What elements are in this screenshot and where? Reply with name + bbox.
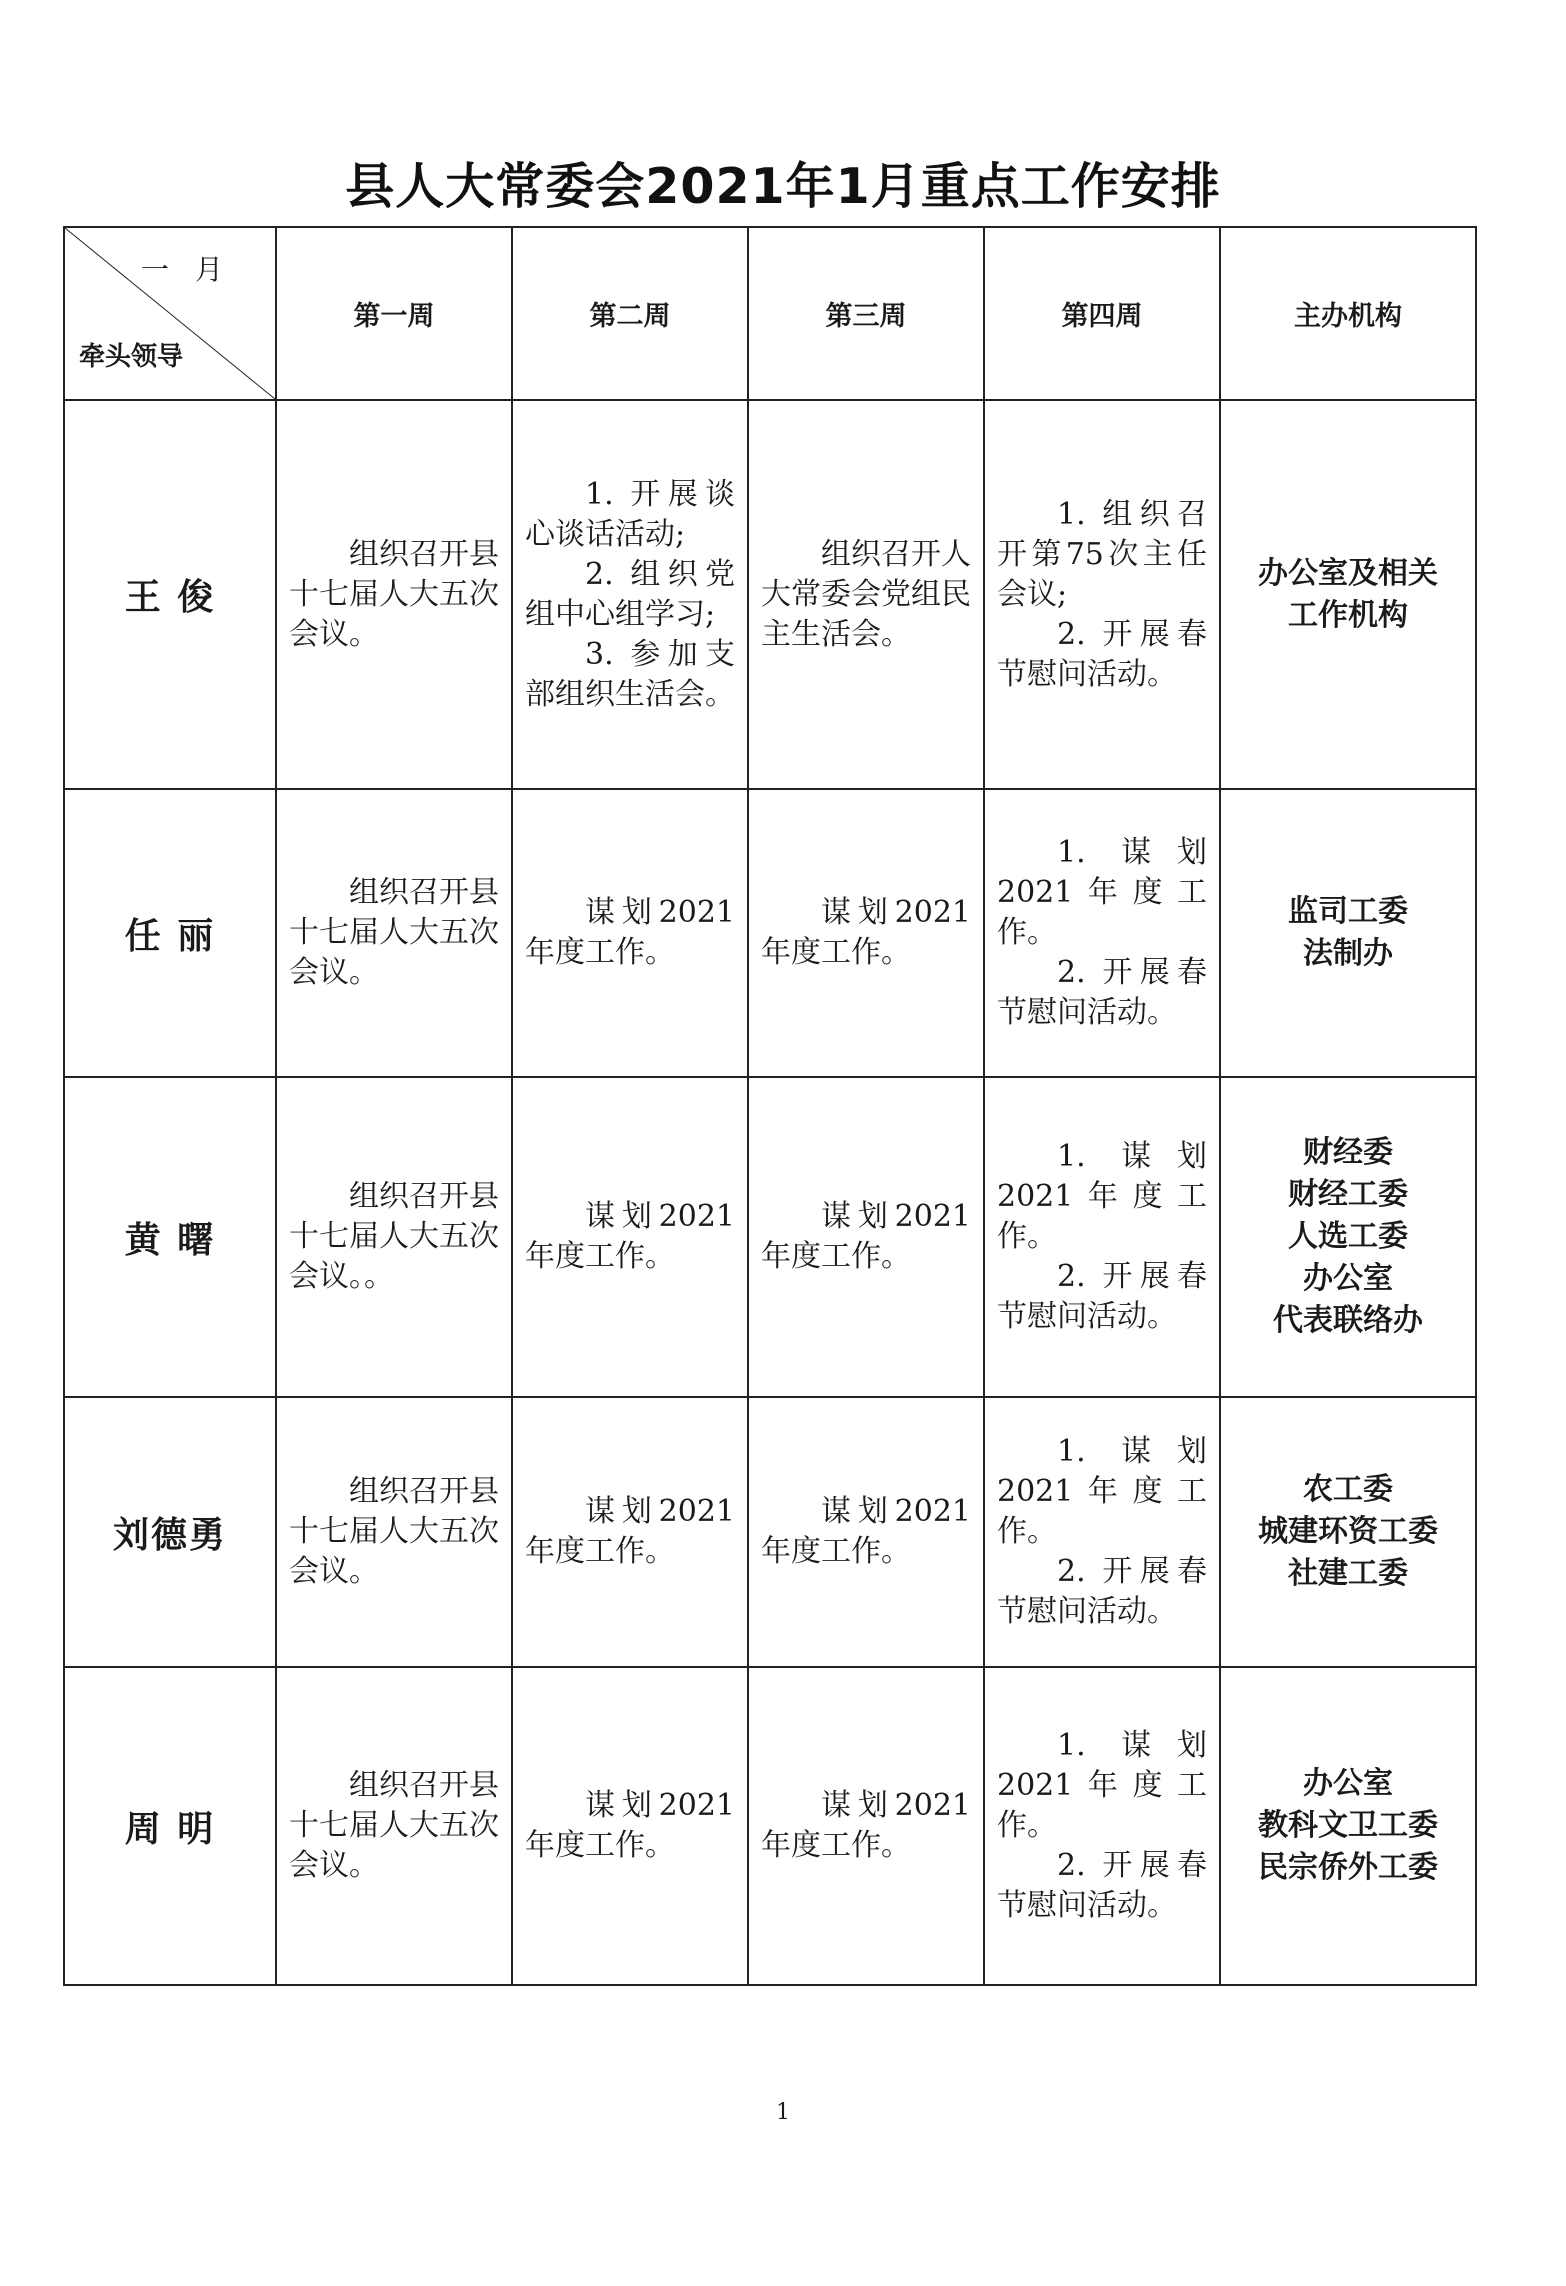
task-cell-week1 xyxy=(276,400,512,789)
organizer-cell xyxy=(1220,1397,1476,1667)
task-cell-week2 xyxy=(512,1077,748,1397)
organizer-name: 人选工委 xyxy=(1288,1219,1408,1254)
task-item: 谋划2021年度工作。 xyxy=(525,895,735,970)
organizer-name: 财经工委 xyxy=(1288,1177,1408,1212)
table-row xyxy=(64,1397,1476,1667)
organizer-cell xyxy=(1220,789,1476,1077)
leader-name: 任 丽 xyxy=(64,789,276,1077)
task-cell-week3 xyxy=(748,789,984,1077)
task-cell-week4 xyxy=(984,789,1220,1077)
corner-header-cell xyxy=(64,227,276,400)
organizer-name: 财经委 xyxy=(1303,1135,1393,1170)
organizer-name: 工作机构 xyxy=(1288,597,1408,633)
page-number: 1 xyxy=(776,2100,790,2125)
task-cell-week2 xyxy=(512,1397,748,1667)
task-cell-week4 xyxy=(984,1397,1220,1667)
task-cell-week2 xyxy=(512,1667,748,1985)
task-cell-week3 xyxy=(748,1667,984,1985)
task-item: 2. 开展春节慰问活动。 xyxy=(997,1259,1207,1334)
organizer-name: 办公室 xyxy=(1303,1261,1393,1296)
task-cell-week3 xyxy=(748,400,984,789)
task-item: 谋划2021年度工作。 xyxy=(525,1199,735,1274)
task-item: 1. 组织召开第75次主任会议; xyxy=(997,496,1207,612)
task-item: 组织召开县十七届人大五次会议。 xyxy=(289,1768,499,1883)
header-week1: 第一周 xyxy=(276,227,512,400)
task-item: 2. 开展春节慰问活动。 xyxy=(997,1848,1207,1923)
organizer-name: 民宗侨外工委 xyxy=(1258,1850,1438,1885)
task-item: 谋划2021年度工作。 xyxy=(761,1494,971,1569)
organizer-name: 农工委 xyxy=(1303,1472,1393,1507)
task-cell-week1 xyxy=(276,1077,512,1397)
task-item: 1. 谋划2021年度工作。 xyxy=(997,1434,1207,1549)
task-cell-week1 xyxy=(276,1397,512,1667)
header-org: 主办机构 xyxy=(1220,227,1476,400)
task-item: 组织召开县十七届人大五次会议。 xyxy=(289,536,499,652)
organizer-cell xyxy=(1220,1667,1476,1985)
task-item: 2. 开展春节慰问活动。 xyxy=(997,955,1207,1030)
header-week4: 第四周 xyxy=(984,227,1220,400)
task-item: 1. 谋划2021年度工作。 xyxy=(997,835,1207,950)
task-item: 2. 开展春节慰问活动。 xyxy=(997,616,1207,692)
task-cell-week2 xyxy=(512,789,748,1077)
table-row xyxy=(64,789,1476,1077)
task-item: 2. 组织党组中心组学习; xyxy=(525,556,735,632)
corner-month-label: 一月 xyxy=(140,253,249,286)
task-item: 2. 开展春节慰问活动。 xyxy=(997,1554,1207,1629)
corner-leader-label: 牵头领导 xyxy=(79,342,184,372)
task-item: 谋划2021年度工作。 xyxy=(761,1788,971,1863)
task-item: 组织召开县十七届人大五次会议。 xyxy=(289,1474,499,1589)
organizer-name: 社建工委 xyxy=(1288,1556,1408,1591)
task-cell-week1 xyxy=(276,1667,512,1985)
task-cell-week4 xyxy=(984,1667,1220,1985)
task-cell-week3 xyxy=(748,1077,984,1397)
organizer-name: 监司工委 xyxy=(1288,894,1408,929)
organizer-name: 城建环资工委 xyxy=(1258,1514,1438,1549)
leader-name: 黄 曙 xyxy=(64,1077,276,1397)
schedule-table xyxy=(63,226,1477,1986)
task-item: 谋划2021年度工作。 xyxy=(525,1494,735,1569)
task-cell-week4 xyxy=(984,400,1220,789)
task-item: 1. 谋划2021年度工作。 xyxy=(997,1139,1207,1254)
task-item: 组织召开人大常委会党组民主生活会。 xyxy=(761,536,971,652)
organizer-cell xyxy=(1220,1077,1476,1397)
task-item: 谋划2021年度工作。 xyxy=(525,1788,735,1863)
page-title: 县人大常委会2021年1月重点工作安排 xyxy=(345,158,1221,215)
task-item: 谋划2021年度工作。 xyxy=(761,1199,971,1274)
task-item: 1. 开展谈心谈话活动; xyxy=(525,476,735,552)
table-row xyxy=(64,1667,1476,1985)
task-item: 组织召开县十七届人大五次会议。 xyxy=(289,875,499,990)
task-cell-week1 xyxy=(276,789,512,1077)
leader-name: 周 明 xyxy=(64,1667,276,1985)
task-item: 3. 参加支部组织生活会。 xyxy=(525,636,735,712)
task-item: 组织召开县十七届人大五次会议。。 xyxy=(289,1179,499,1294)
header-week2: 第二周 xyxy=(512,227,748,400)
organizer-name: 办公室及相关 xyxy=(1258,555,1438,591)
task-cell-week2 xyxy=(512,400,748,789)
organizer-name: 办公室 xyxy=(1303,1766,1393,1801)
task-item: 谋划2021年度工作。 xyxy=(761,895,971,970)
table-row xyxy=(64,400,1476,789)
organizer-cell xyxy=(1220,400,1476,789)
task-item: 1. 谋划2021年度工作。 xyxy=(997,1728,1207,1843)
header-row xyxy=(64,227,1476,400)
organizer-name: 法制办 xyxy=(1303,936,1393,971)
leader-name: 王 俊 xyxy=(64,400,276,789)
table-row xyxy=(64,1077,1476,1397)
header-week3: 第三周 xyxy=(748,227,984,400)
task-cell-week4 xyxy=(984,1077,1220,1397)
organizer-name: 代表联络办 xyxy=(1273,1303,1423,1338)
task-cell-week3 xyxy=(748,1397,984,1667)
organizer-name: 教科文卫工委 xyxy=(1258,1808,1438,1843)
leader-name: 刘德勇 xyxy=(64,1397,276,1667)
